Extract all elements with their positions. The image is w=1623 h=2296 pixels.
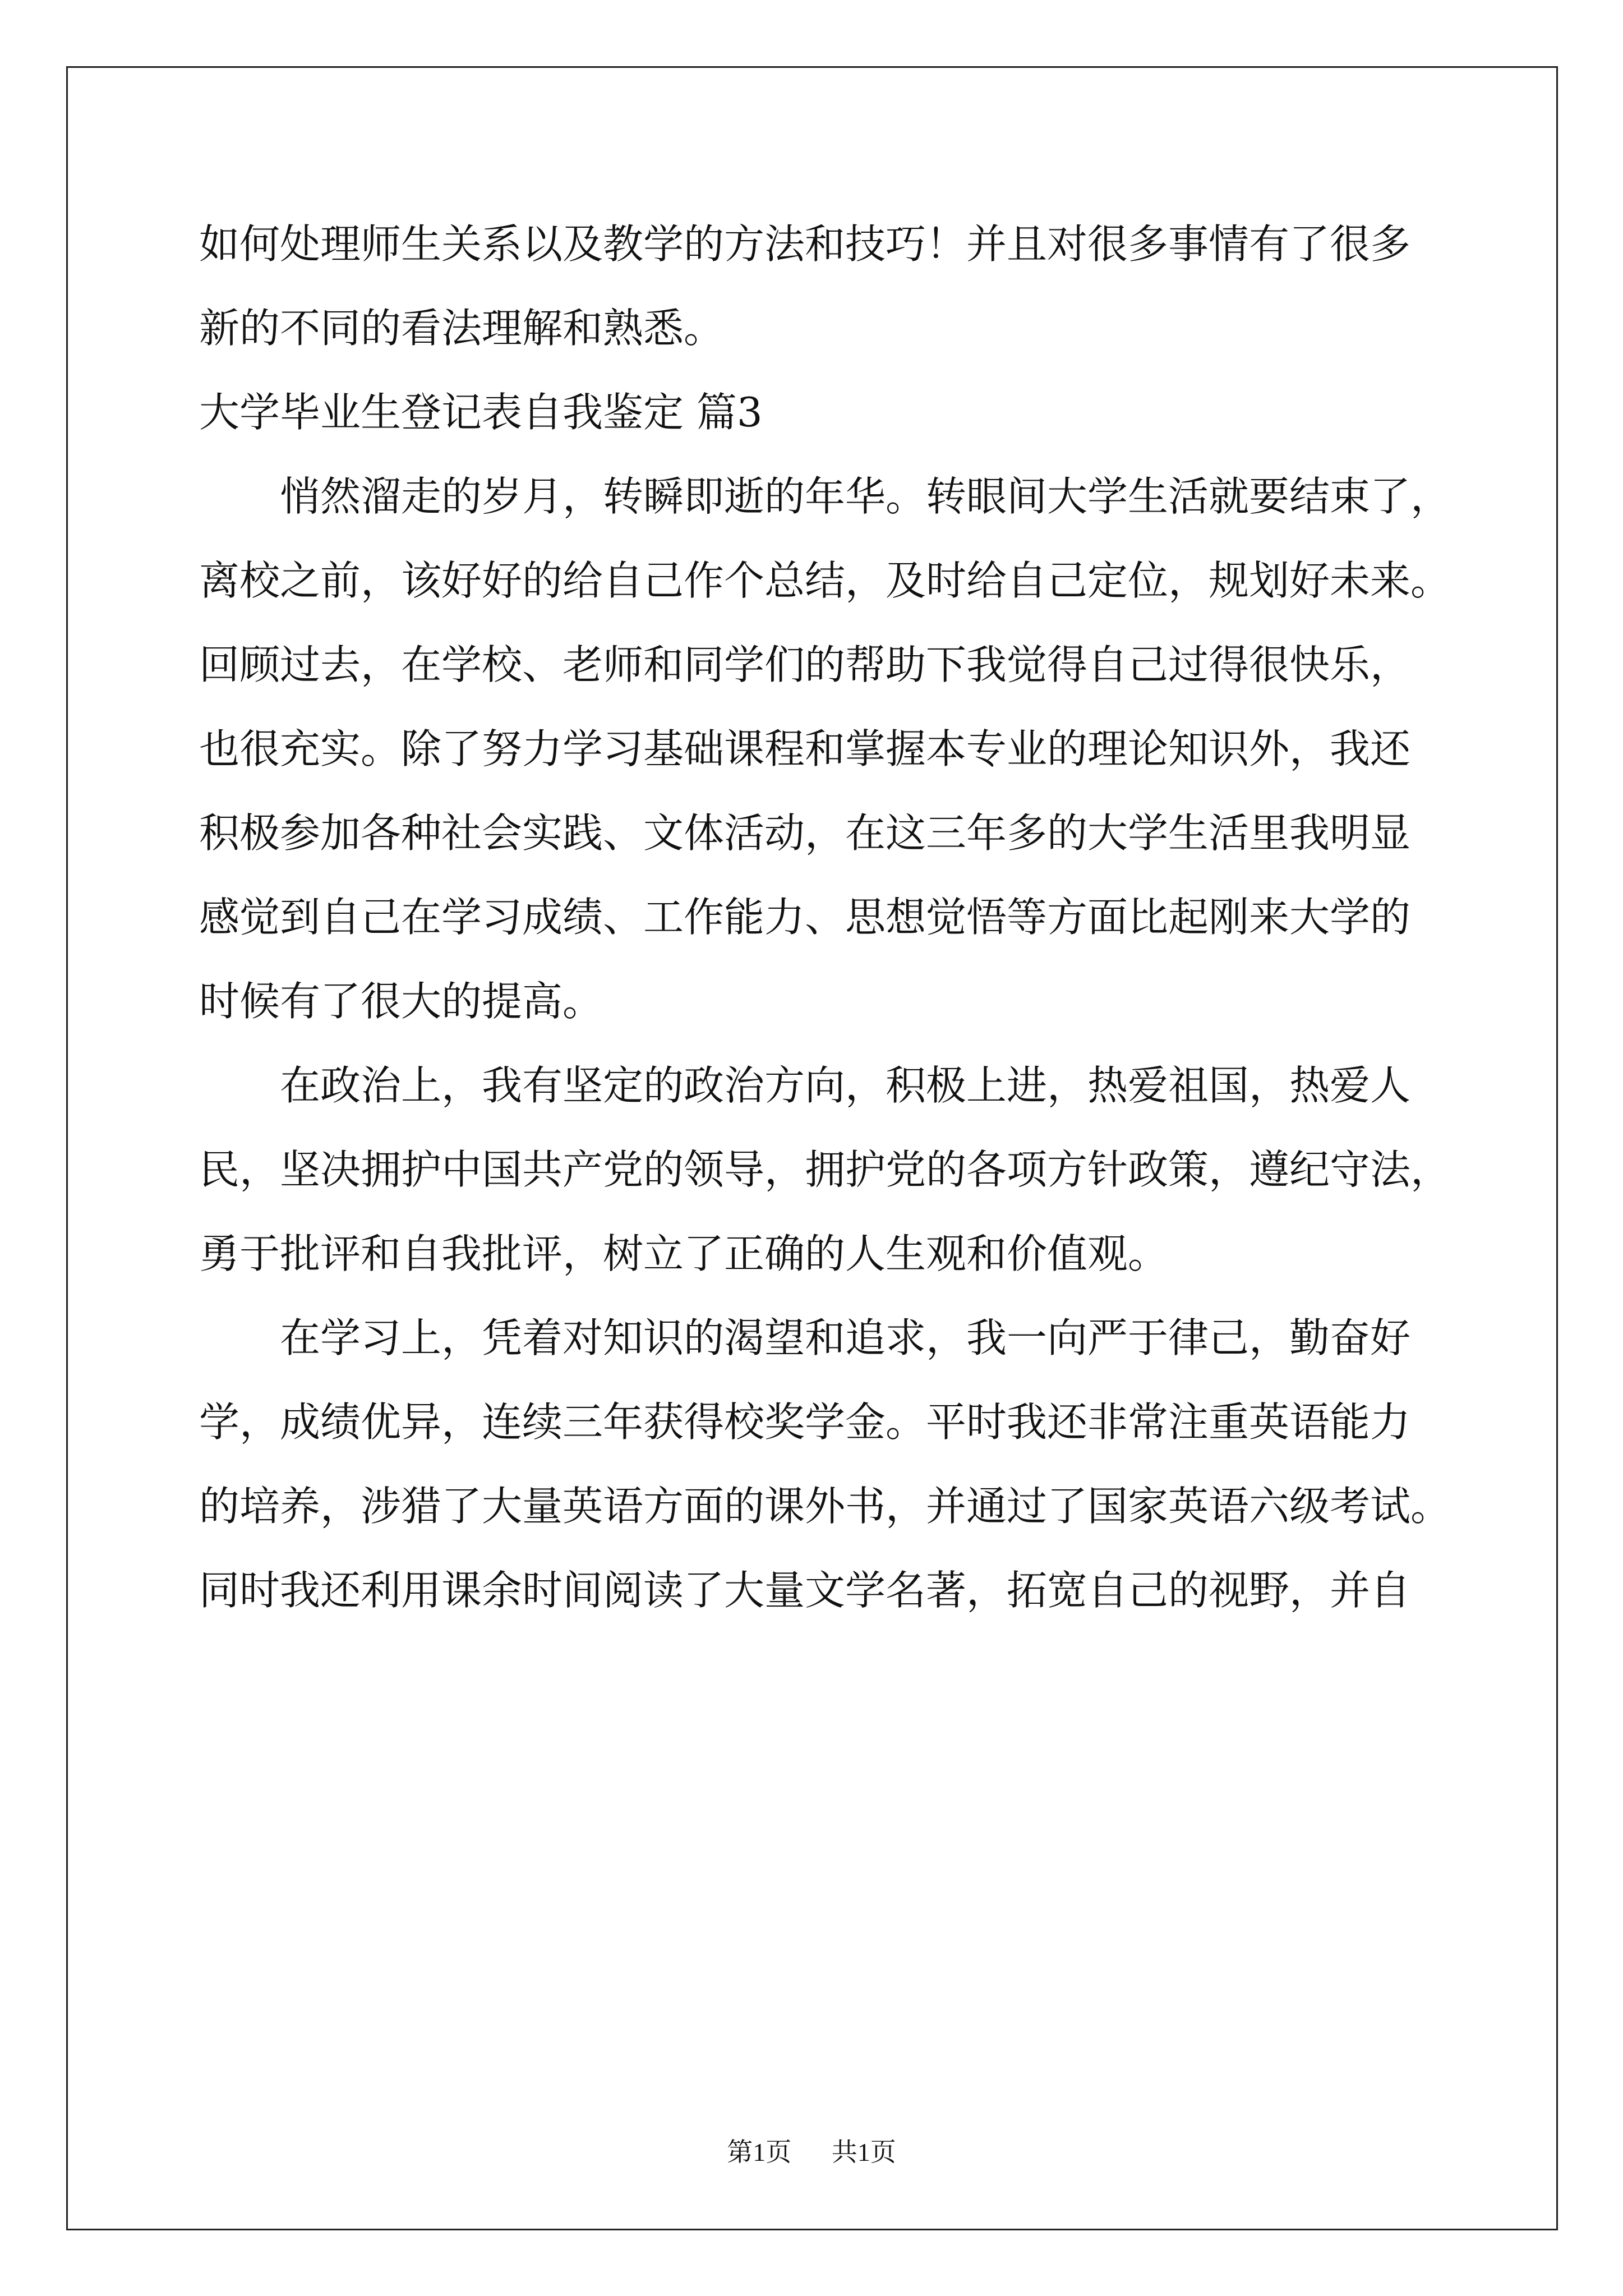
text-line: 的培养，涉猎了大量英语方面的课外书，并通过了国家英语六级考试。 — [199, 1483, 1451, 1530]
document-body — [199, 202, 1451, 1632]
text-line: 时候有了很大的提高。 — [199, 978, 603, 1025]
text-line: 勇于批评和自我批评，树立了正确的人生观和价值观。 — [199, 1230, 1169, 1277]
section-heading: 大学毕业生登记表自我鉴定 篇3 — [199, 389, 763, 436]
text-line: 离校之前，该好好的给自己作个总结，及时给自己定位，规划好未来。 — [199, 557, 1451, 604]
text-line: 也很充实。除了努力学习基础课程和掌握本专业的理论知识外，我还 — [199, 725, 1411, 772]
text-line: 民，坚决拥护中国共产党的领导，拥护党的各项方针政策，遵纪守法， — [199, 1146, 1451, 1193]
page-footer — [0, 2132, 1623, 2169]
text-line: 悄然溜走的岁月，转瞬即逝的年华。转眼间大学生活就要结束了， — [280, 473, 1451, 520]
text-line: 如何处理师生关系以及教学的方法和技巧！并且对很多事情有了很多 — [199, 220, 1411, 268]
text-line: 学，成绩优异，连续三年获得校奖学金。平时我还非常注重英语能力 — [199, 1398, 1411, 1446]
text-line: 积极参加各种社会实践、文体活动，在这三年多的大学生活里我明显 — [199, 809, 1411, 857]
page-number: 第1页 — [727, 2138, 792, 2166]
page-total: 共1页 — [831, 2138, 896, 2166]
text-line: 在政治上，我有坚定的政治方向，积极上进，热爱祖国，热爱人 — [280, 1062, 1411, 1109]
text-line: 同时我还利用课余时间阅读了大量文学名著，拓宽自己的视野，并自 — [199, 1567, 1411, 1614]
text-line: 感觉到自己在学习成绩、工作能力、思想觉悟等方面比起刚来大学的 — [199, 894, 1411, 941]
text-line: 在学习上，凭着对知识的渴望和追求，我一向严于律己，勤奋好 — [280, 1314, 1411, 1361]
text-line: 回顾过去，在学校、老师和同学们的帮助下我觉得自己过得很快乐， — [199, 641, 1411, 688]
text-line: 新的不同的看法理解和熟悉。 — [199, 305, 725, 352]
